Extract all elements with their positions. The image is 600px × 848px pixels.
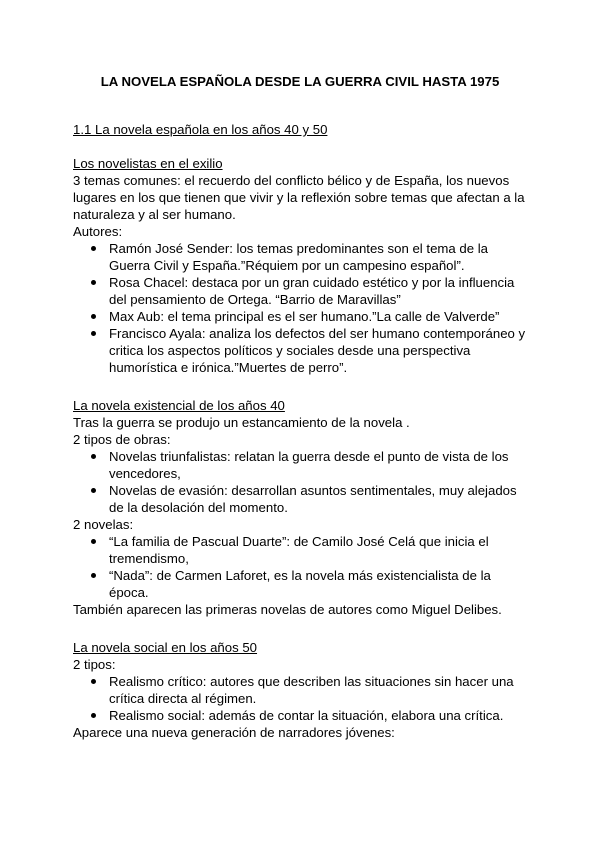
- list-item-line: Realismo crítico: autores que describen las situaciones sin hacer una: [109, 674, 514, 689]
- list-item-line: Ramón José Sender: los temas predominantes son el tema de la: [109, 241, 488, 256]
- list-item-line: Rosa Chacel: destaca por un gran cuidado estético y por la influencia: [109, 275, 515, 290]
- list-item-line: de la desolación del momento.: [109, 500, 288, 515]
- list-item-line: critica los aspectos políticos y sociales desde una perspectiva: [109, 343, 471, 358]
- document-title: LA NOVELA ESPAÑOLA DESDE LA GUERRA CIVIL HASTA 1975: [100, 74, 500, 89]
- list-item-line: Guerra Civil y España.”Réquiem por un campesino español”.: [109, 258, 465, 273]
- bullet-icon: [91, 331, 96, 336]
- list-item-line: Francisco Ayala: analiza los defectos del ser humano contemporáneo y: [109, 326, 526, 341]
- list-item: [73, 240, 533, 274]
- list-item-line: crítica directa al régimen.: [109, 691, 257, 706]
- list-item-line: humorística e irónica.”Muertes de perro”.: [109, 360, 348, 375]
- existencial-section: [73, 397, 533, 618]
- list-item-line: Realismo social: además de contar la situación, elabora una crítica.: [109, 708, 504, 723]
- list-item-line: “Nada”: de Carmen Laforet, es la novela más existencialista de la: [109, 568, 491, 583]
- novelas-label: 2 novelas:: [73, 517, 134, 532]
- list-item-line: Novelas triunfalistas: relatan la guerra desde el punto de vista de los: [109, 449, 509, 464]
- list-item: [73, 673, 533, 707]
- list-item: [73, 533, 533, 567]
- list-item-line: Max Aub: el tema principal es el ser humano.”La calle de Valverde”: [109, 309, 500, 324]
- bullet-icon: [91, 280, 96, 285]
- list-item-line: “La familia de Pascual Duarte”: de Camilo José Celá que inicia el: [109, 534, 489, 549]
- bullet-icon: [91, 713, 96, 718]
- social-closing: Aparece una nueva generación de narradores jóvenes:: [73, 725, 395, 740]
- list-item: [73, 325, 533, 376]
- bullet-icon: [91, 454, 96, 459]
- exilio-intro-line: lugares en los que tienen que vivir y la reflexión sobre temas que afectan a la: [73, 190, 525, 205]
- bullet-icon: [91, 539, 96, 544]
- tipos-label: 2 tipos de obras:: [73, 432, 171, 447]
- social-section: [73, 639, 533, 741]
- list-item: [73, 448, 533, 482]
- list-item: [73, 308, 533, 325]
- exilio-section: [73, 155, 533, 376]
- exilio-heading: Los novelistas en el exilio: [73, 156, 223, 171]
- list-item-line: Novelas de evasión: desarrollan asuntos sentimentales, muy alejados: [109, 483, 517, 498]
- existencial-heading: La novela existencial de los años 40: [73, 398, 285, 413]
- bullet-icon: [91, 314, 96, 319]
- section-heading: [73, 121, 533, 138]
- list-item: [73, 707, 533, 724]
- social-heading: La novela social en los años 50: [73, 640, 258, 655]
- social-list: [73, 673, 533, 724]
- list-item: [73, 567, 533, 601]
- existencial-line: Tras la guerra se produjo un estancamiento de la novela .: [73, 415, 410, 430]
- tipos-list: [73, 448, 533, 516]
- bullet-icon: [91, 246, 96, 251]
- list-item: [73, 482, 533, 516]
- novelas-list: [73, 533, 533, 601]
- bullet-icon: [91, 573, 96, 578]
- section-1-1-heading: 1.1 La novela española en los años 40 y 50: [73, 122, 328, 137]
- exilio-intro-line: naturaleza y al ser humano.: [73, 207, 236, 222]
- bullet-icon: [91, 488, 96, 493]
- social-tipos-label: 2 tipos:: [73, 657, 116, 672]
- list-item-line: vencedores,: [109, 466, 181, 481]
- list-item-line: tremendismo,: [109, 551, 189, 566]
- bullet-icon: [91, 679, 96, 684]
- exilio-intro-line: 3 temas comunes: el recuerdo del conflicto bélico y de España, los nuevos: [73, 173, 510, 188]
- autores-label: Autores:: [73, 224, 123, 239]
- existencial-closing: También aparecen las primeras novelas de autores como Miguel Delibes.: [73, 602, 502, 617]
- list-item-line: del pensamiento de Ortega. “Barrio de Maravillas”: [109, 292, 401, 307]
- autores-list: [73, 240, 533, 376]
- list-item: [73, 274, 533, 308]
- list-item-line: época.: [109, 585, 149, 600]
